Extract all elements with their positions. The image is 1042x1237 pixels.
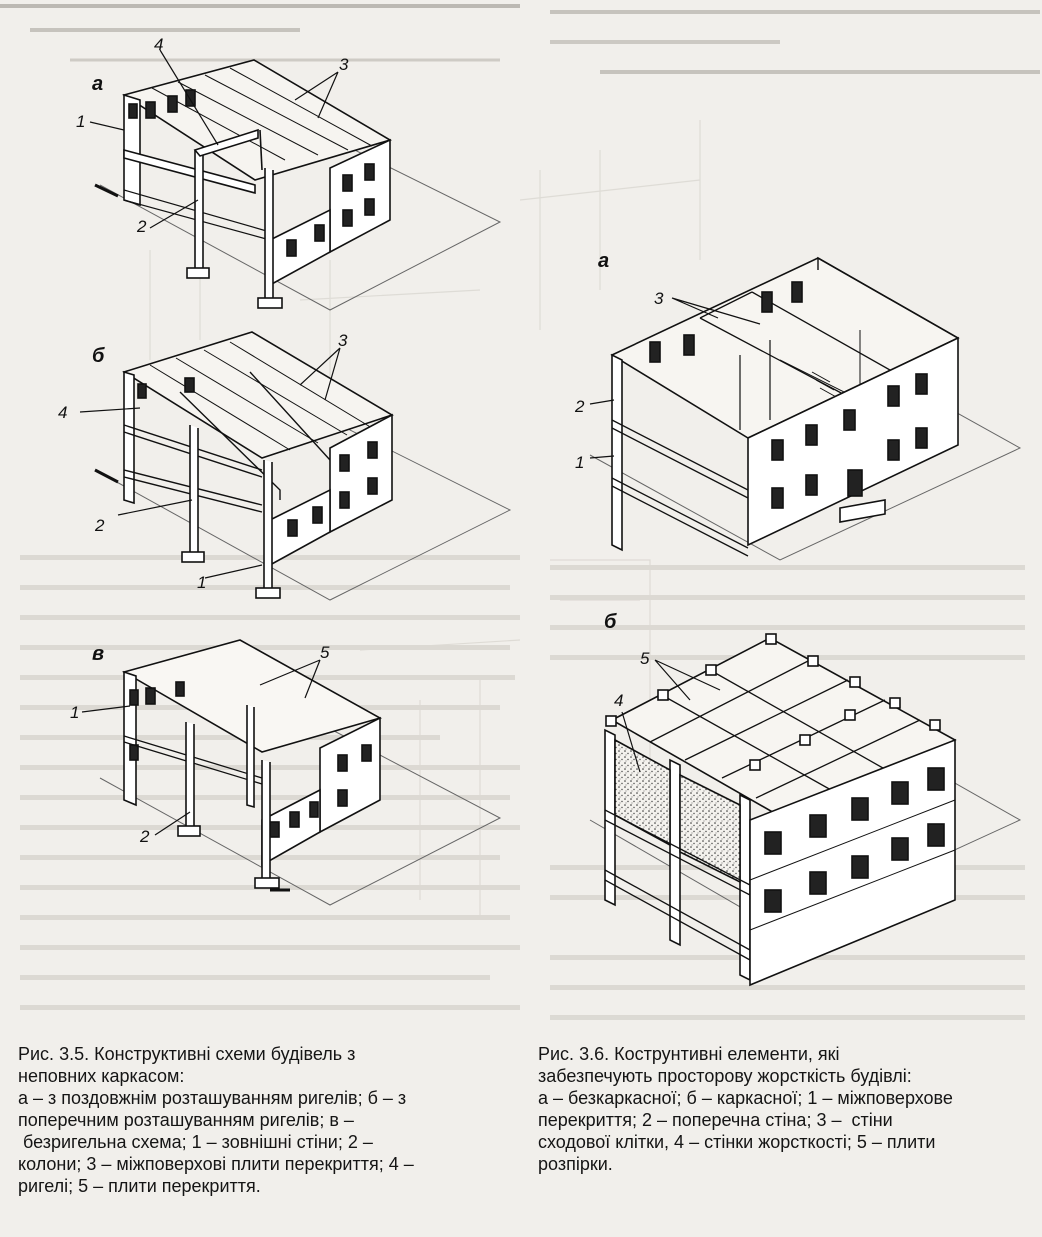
caption-line: Рис. 3.5. Конструктивні схеми будівель з	[18, 1044, 356, 1064]
callout-label: 1	[70, 703, 80, 722]
figure-3-6-caption	[538, 1043, 1038, 1175]
callout-label: 2	[140, 827, 150, 846]
callout-label: 2	[137, 217, 147, 236]
subfigure-letter: а	[598, 250, 610, 272]
callout-label: 1	[197, 573, 207, 592]
callout-label: 3	[654, 289, 664, 308]
caption-line: неповних каркасом:	[18, 1066, 185, 1086]
caption-line: розпірки.	[538, 1154, 613, 1174]
subfigure-letter: а	[92, 73, 104, 95]
figure-3-6-b-framed-building	[590, 634, 1020, 985]
callout-label: 4	[614, 691, 624, 710]
caption-line: а – з поздовжнім розташуванням ригелів; б – з	[18, 1088, 407, 1108]
callout-label: 3	[339, 55, 349, 74]
caption-line: забезпечують просторову жорсткість будівлі:	[538, 1066, 912, 1086]
callout-label: 5	[320, 643, 330, 662]
caption-line: а – безкаркасної; б – каркасної; 1 – міжповерхове	[538, 1088, 953, 1108]
figure-3-5-a-longitudinal-girders	[90, 50, 500, 310]
callout-label: 1	[76, 112, 86, 131]
subfigure-letter: в	[92, 643, 105, 665]
caption-line: Рис. 3.6. Кострунтивні елементи, які	[538, 1044, 840, 1064]
caption-line: перекриття; 2 – поперечна стіна; 3 – стіни	[538, 1110, 893, 1130]
subfigure-letter: б	[604, 611, 617, 633]
caption-line: поперечним розташуванням ригелів; в –	[18, 1110, 354, 1130]
caption-line: безригельна схема; 1 – зовнішні стіни; 2 –	[18, 1132, 373, 1152]
callout-label: 2	[95, 516, 105, 535]
callout-label: 3	[338, 331, 348, 350]
callout-label: 4	[58, 403, 68, 422]
caption-line: ригелі; 5 – плити перекриття.	[18, 1176, 261, 1196]
figure-3-5-caption	[18, 1043, 518, 1197]
subfigure-letter: б	[92, 345, 105, 367]
callout-label: 1	[575, 453, 585, 472]
caption-line: сходової клітки, 4 – стінки жорсткості; 5 – плити	[538, 1132, 936, 1152]
callout-label: 5	[640, 649, 650, 668]
callout-label: 2	[575, 397, 585, 416]
callout-label: 4	[154, 35, 164, 54]
caption-line: колони; 3 – міжповерхові плити перекриття; 4 –	[18, 1154, 414, 1174]
